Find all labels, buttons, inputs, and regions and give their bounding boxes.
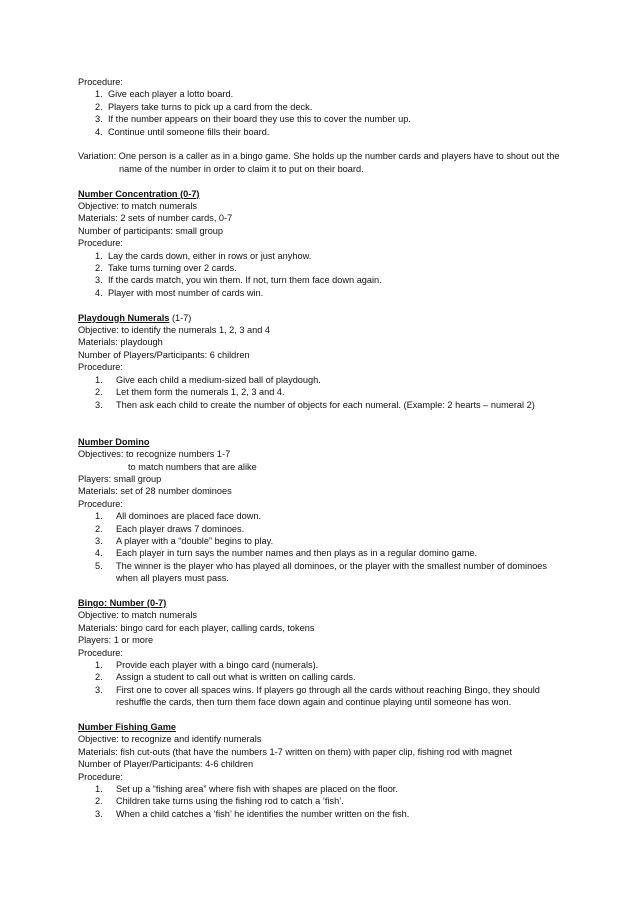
participants: Number of participants: small group <box>78 225 224 236</box>
list-item: 3. Then ask each child to create the number of objects for each numeral. (Example: 2 hearts – numeral 2) <box>95 399 535 410</box>
section-title: Number Fishing Game <box>78 722 177 733</box>
section-title: Number Concentration (0-7) <box>78 188 200 199</box>
bingo-section <box>78 597 564 709</box>
materials: Materials: playdough <box>78 337 163 348</box>
list-item: 2. Assign a student to call out what is written on calling cards. <box>95 672 356 683</box>
list-item: 1. Give each child a medium-sized ball of playdough. <box>95 374 321 385</box>
procedure-label: Procedure: <box>78 771 123 782</box>
section-title: Playdough Numerals <box>78 312 170 323</box>
materials: Materials: set of 28 number dominoes <box>78 486 232 497</box>
intro-steps <box>78 88 564 138</box>
section-title-line <box>78 312 564 324</box>
objective: Objective: to recognize and identify numerals <box>78 734 262 745</box>
objective: Objective: to match numerals <box>78 610 197 621</box>
variation-text-cont: name of the number in order to claim it to put on their board. <box>119 163 364 174</box>
list-item: 3. A player with a “double” begins to play. <box>95 535 274 546</box>
playdough-steps <box>78 374 564 411</box>
participants: Players: 1 or more <box>78 635 154 646</box>
objective: Objective: to match numerals <box>78 201 197 212</box>
list-item: 2. Take turns turning over 2 cards. <box>95 263 237 274</box>
section-title: Bingo: Number (0-7) <box>78 597 167 608</box>
procedure-label: Procedure: <box>78 498 123 509</box>
list-item: 3. If the cards match, you win them. If not, turn them face down again. <box>95 275 382 286</box>
list-item: 2. Children take turns using the fishing rod to catch a ‘fish’. <box>95 796 344 807</box>
domino-section <box>78 436 564 585</box>
participants: Number of Players/Participants: 6 children <box>78 349 250 360</box>
participants: Number of Player/Participants: 4-6 children <box>78 759 254 770</box>
list-item: 3. If the number appears on their board they use this to cover the number up. <box>95 114 411 125</box>
objective-cont: to match numbers that are alike <box>128 461 257 472</box>
list-item: 1. Lay the cards down, either in rows or just anyhow. <box>95 250 312 261</box>
fishing-section <box>78 721 564 820</box>
bingo-steps <box>78 659 564 709</box>
list-item: 3. When a child catches a ‘fish’ he identifies the number written on the fish. <box>95 808 410 819</box>
list-item: 1. All dominoes are placed face down. <box>95 511 262 522</box>
list-item: 1. Give each player a lotto board. <box>95 89 234 100</box>
objective: Objective: to identify the numerals 1, 2, 3 and 4 <box>78 325 271 336</box>
list-item: 5. The winner is the player who has played all dominoes, or the player with the smallest number of dominoes when all players must pass. <box>95 560 548 584</box>
list-item: 4. Player with most number of cards win. <box>95 287 264 298</box>
list-item: 1. Set up a “fishing area” where fish with shapes are placed on the floor. <box>95 784 398 795</box>
list-item: 2. Each player draws 7 dominoes. <box>95 523 245 534</box>
section-title-suffix: (1-7) <box>169 312 192 323</box>
procedure-label: Procedure: <box>78 647 123 658</box>
list-item: 2. Players take turns to pick up a card from the deck. <box>95 101 313 112</box>
variation-text: Variation: One person is a caller as in a bingo game. She holds up the number cards and players have to shout out the <box>78 151 560 162</box>
materials: Materials: 2 sets of number cards, 0-7 <box>78 213 233 224</box>
domino-steps <box>78 510 564 584</box>
list-item: 2. Let them form the numerals 1, 2, 3 and 4. <box>95 387 285 398</box>
procedure-label: Procedure: <box>78 77 123 87</box>
materials: Materials: bingo card for each player, calling cards, tokens <box>78 622 315 633</box>
procedure-label: Procedure: <box>78 238 123 249</box>
list-item: 4. Continue until someone fills their board. <box>95 126 270 137</box>
intro-section <box>78 76 564 175</box>
procedure-label: Procedure: <box>78 362 123 373</box>
objective: Objectives: to recognize numbers 1-7 <box>78 449 231 460</box>
section-title: Number Domino <box>78 436 150 447</box>
fishing-steps <box>78 783 564 820</box>
participants: Players: small group <box>78 473 162 484</box>
playdough-section <box>78 312 564 411</box>
materials: Materials: fish cut-outs (that have the numbers 1-7 written on them) with paper clip, fishing rod with magnet <box>78 746 513 757</box>
list-item: 4. Each player in turn says the number names and then plays as in a regular domino game. <box>95 548 478 559</box>
concentration-steps <box>78 250 564 300</box>
concentration-section <box>78 188 564 300</box>
list-item: 1. Provide each player with a bingo card (numerals). <box>95 660 319 671</box>
document-page <box>78 76 564 820</box>
list-item: 3. First one to cover all spaces wins. If players go through all the cards without reaching Bingo, they should reshuffle the cards, then turn them face down again and continue playing until someone has won. <box>95 684 540 708</box>
